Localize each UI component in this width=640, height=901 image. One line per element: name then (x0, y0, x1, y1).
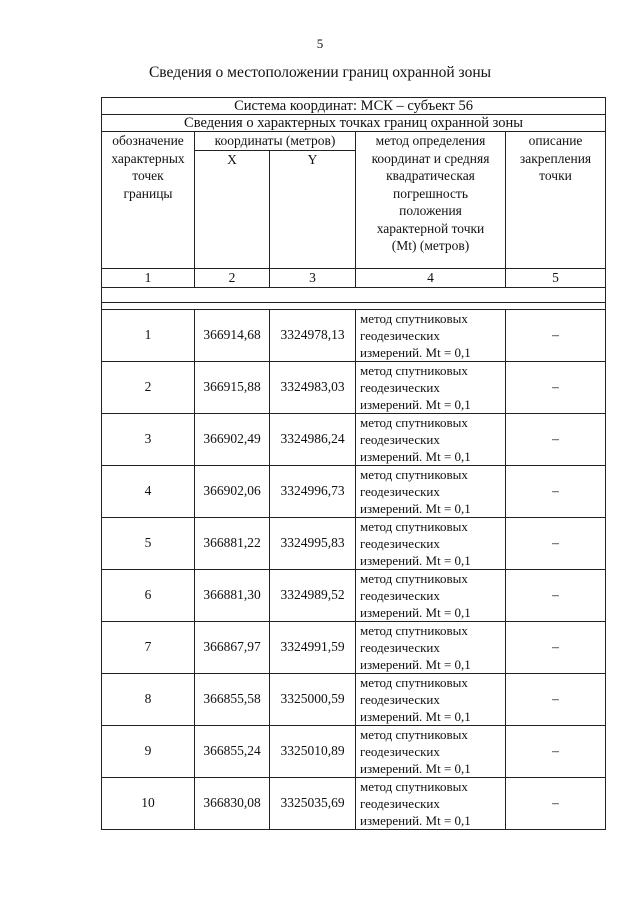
y-coordinate-cell: 3324978,13 (270, 309, 356, 361)
table-row (102, 725, 606, 777)
description-cell: – (506, 673, 606, 725)
description-cell: – (506, 569, 606, 621)
method-cell: метод спутниковых геодезических измерений. Mt = 0,1 (356, 413, 506, 465)
table-row (102, 361, 606, 413)
point-id-cell: 3 (102, 413, 195, 465)
coordinate-system-row: Система координат: МСК – субъект 56 (102, 98, 606, 115)
description-cell: – (506, 725, 606, 777)
x-coordinate-cell: 366855,58 (195, 673, 270, 725)
table-row (102, 621, 606, 673)
x-coordinate-cell: 366881,22 (195, 517, 270, 569)
header-y: Y (270, 150, 356, 268)
description-cell: – (506, 777, 606, 829)
description-cell: – (506, 413, 606, 465)
boundary-points-table (101, 97, 606, 830)
method-cell: метод спутниковых геодезических измерений. Mt = 0,1 (356, 309, 506, 361)
point-id-cell: 4 (102, 465, 195, 517)
y-coordinate-cell: 3325035,69 (270, 777, 356, 829)
y-coordinate-cell: 3324996,73 (270, 465, 356, 517)
description-cell: – (506, 621, 606, 673)
method-cell: метод спутниковых геодезических измерений. Mt = 0,1 (356, 725, 506, 777)
x-coordinate-cell: 366855,24 (195, 725, 270, 777)
y-coordinate-cell: 3325010,89 (270, 725, 356, 777)
description-cell: – (506, 361, 606, 413)
y-coordinate-cell: 3324989,52 (270, 569, 356, 621)
table-row (102, 777, 606, 829)
table-row (102, 569, 606, 621)
method-cell: метод спутниковых геодезических измерений. Mt = 0,1 (356, 777, 506, 829)
column-number: 3 (270, 268, 356, 287)
table-row (102, 413, 606, 465)
point-id-cell: 9 (102, 725, 195, 777)
document-title: Сведения о местоположении границ охранной зоны (148, 64, 492, 81)
y-coordinate-cell: 3324986,24 (270, 413, 356, 465)
table-row (102, 309, 606, 361)
blank-row (102, 287, 606, 302)
description-cell: – (506, 517, 606, 569)
method-cell: метод спутниковых геодезических измерений. Mt = 0,1 (356, 465, 506, 517)
method-cell: метод спутниковых геодезических измерений. Mt = 0,1 (356, 621, 506, 673)
header-coordinates: координаты (метров) (195, 132, 356, 151)
y-coordinate-cell: 3324995,83 (270, 517, 356, 569)
point-id-cell: 7 (102, 621, 195, 673)
point-id-cell: 6 (102, 569, 195, 621)
page-number: 5 (316, 36, 324, 51)
header-method: метод определения координат и средняя квадратическая погрешность положения характерной точки (Mt) (метров) (356, 132, 506, 269)
spacer-row (102, 302, 606, 309)
table-row (102, 465, 606, 517)
table-row (102, 673, 606, 725)
column-number: 1 (102, 268, 195, 287)
point-id-cell: 1 (102, 309, 195, 361)
point-id-cell: 5 (102, 517, 195, 569)
x-coordinate-cell: 366915,88 (195, 361, 270, 413)
description-cell: – (506, 309, 606, 361)
point-id-cell: 10 (102, 777, 195, 829)
y-coordinate-cell: 3325000,59 (270, 673, 356, 725)
x-coordinate-cell: 366830,08 (195, 777, 270, 829)
description-cell: – (506, 465, 606, 517)
header-description: описание закрепления точки (506, 132, 606, 269)
method-cell: метод спутниковых геодезических измерений. Mt = 0,1 (356, 517, 506, 569)
x-coordinate-cell: 366902,06 (195, 465, 270, 517)
y-coordinate-cell: 3324983,03 (270, 361, 356, 413)
column-number: 2 (195, 268, 270, 287)
table-row (102, 517, 606, 569)
point-id-cell: 8 (102, 673, 195, 725)
method-cell: метод спутниковых геодезических измерений. Mt = 0,1 (356, 569, 506, 621)
column-number: 4 (356, 268, 506, 287)
point-id-cell: 2 (102, 361, 195, 413)
method-cell: метод спутниковых геодезических измерений. Mt = 0,1 (356, 361, 506, 413)
table-subtitle-row: Сведения о характерных точках границ охранной зоны (102, 115, 606, 132)
column-number: 5 (506, 268, 606, 287)
header-point-designation: обозначение характерных точек границы (102, 132, 195, 269)
method-cell: метод спутниковых геодезических измерений. Mt = 0,1 (356, 673, 506, 725)
y-coordinate-cell: 3324991,59 (270, 621, 356, 673)
x-coordinate-cell: 366914,68 (195, 309, 270, 361)
x-coordinate-cell: 366902,49 (195, 413, 270, 465)
x-coordinate-cell: 366867,97 (195, 621, 270, 673)
header-x: X (195, 150, 270, 268)
x-coordinate-cell: 366881,30 (195, 569, 270, 621)
